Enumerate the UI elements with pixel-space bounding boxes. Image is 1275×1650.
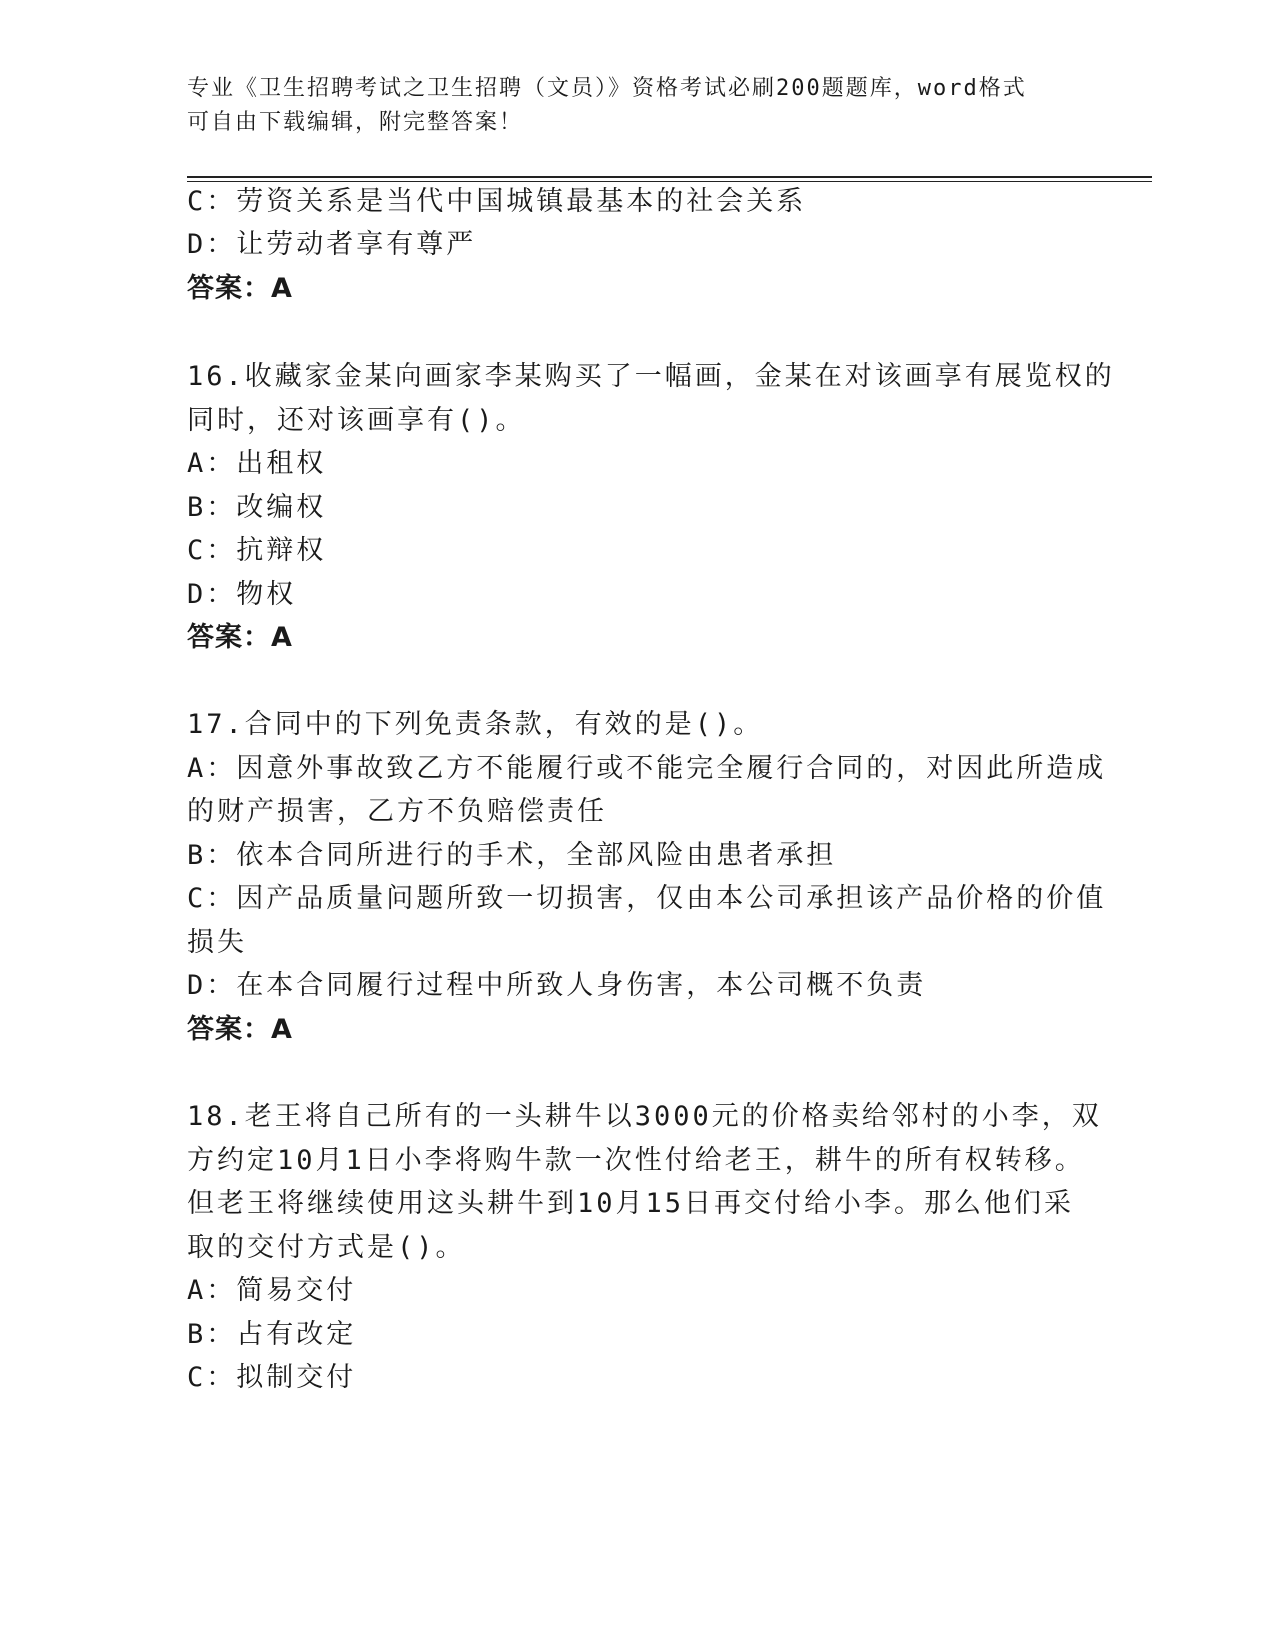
q18-option-c: C：拟制交付 [187, 1362, 357, 1393]
q16-stem-line-1: 16.收藏家金某向画家李某购买了一幅画，金某在对该画享有展览权的 [187, 361, 1115, 392]
q16-option-b: B：改编权 [187, 492, 327, 523]
q17-option-c-line-2: 损失 [187, 927, 247, 958]
q17-option-a-line-2: 的财产损害，乙方不负赔偿责任 [187, 796, 607, 827]
q18-stem-line-4: 取的交付方式是()。 [187, 1232, 466, 1263]
q16-option-c: C：抗辩权 [187, 535, 327, 566]
q18-stem-line-1: 18.老王将自己所有的一头耕牛以3000元的价格卖给邻村的小李，双 [187, 1101, 1102, 1132]
q17-option-a-line-1: A：因意外事故致乙方不能履行或不能完全履行合同的，对因此所造成 [187, 753, 1107, 784]
q16-option-a: A：出租权 [187, 448, 327, 479]
prev-option-c: C：劳资关系是当代中国城镇最基本的社会关系 [187, 186, 807, 217]
q17-stem-line-1: 17.合同中的下列免责条款，有效的是()。 [187, 709, 764, 740]
header-line-2: 可自由下载编辑，附完整答案！ [187, 110, 524, 135]
q18-stem-line-3: 但老王将继续使用这头耕牛到10月15日再交付给小李。那么他们采 [187, 1188, 1075, 1219]
q17-answer: 答案：A [187, 1014, 293, 1045]
prev-answer: 答案：A [187, 273, 293, 304]
header-divider-thick [187, 176, 1152, 178]
prev-option-d: D：让劳动者享有尊严 [187, 229, 477, 260]
q16-option-d: D：物权 [187, 579, 297, 610]
header-line-1: 专业《卫生招聘考试之卫生招聘（文员）》资格考试必刷200题题库，word格式 [187, 76, 1027, 101]
header-divider-thin [187, 181, 1152, 182]
q18-option-a: A：简易交付 [187, 1275, 357, 1306]
q17-option-d: D：在本合同履行过程中所致人身伤害，本公司概不负责 [187, 970, 927, 1001]
q18-option-b: B：占有改定 [187, 1319, 357, 1350]
q16-answer: 答案：A [187, 622, 293, 653]
q18-stem-line-2: 方约定10月1日小李将购牛款一次性付给老王，耕牛的所有权转移。 [187, 1145, 1085, 1176]
q17-option-b: B：依本合同所进行的手术，全部风险由患者承担 [187, 840, 837, 871]
document-header [187, 72, 1067, 140]
q17-option-c-line-1: C：因产品质量问题所致一切损害，仅由本公司承担该产品价格的价值 [187, 883, 1107, 914]
q16-stem-line-2: 同时，还对该画享有()。 [187, 405, 526, 436]
